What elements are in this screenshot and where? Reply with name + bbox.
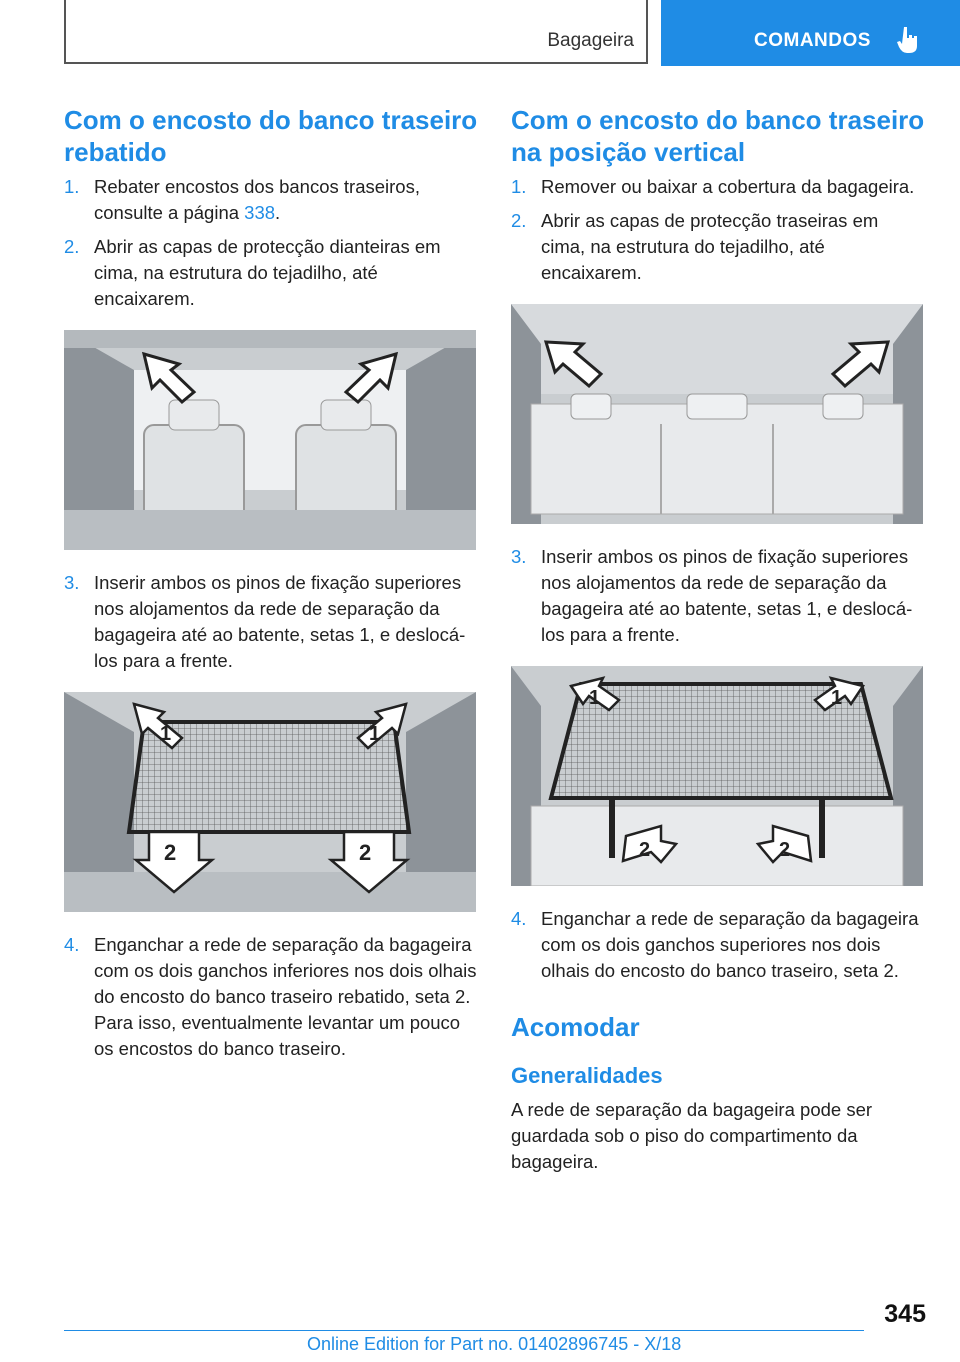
step-number: 2. — [64, 236, 80, 257]
left-step-3 — [64, 570, 480, 674]
paragraph-generalidades: A rede de separação da bagageira pode ser guardada sob o piso do compartimento da bagageira. — [511, 1099, 873, 1172]
right-step-2 — [511, 208, 927, 286]
arrow-label-2b: 2 — [359, 840, 372, 865]
left-section-title: Com o encosto do banco traseiro rebatido — [64, 105, 478, 167]
figure-insert-net-upright — [511, 666, 923, 886]
figure-open-rear-covers — [511, 304, 923, 524]
header-tab-label: COMANDOS — [754, 30, 871, 51]
left-step-1 — [64, 174, 480, 226]
pointing-hand-icon — [897, 26, 919, 54]
left-step-2 — [64, 234, 480, 312]
right-step-1 — [511, 174, 927, 200]
heading-generalidades: Generalidades — [511, 1063, 663, 1088]
step-number: 4. — [511, 908, 527, 929]
step-text: Abrir as capas de protecção traseiras em cima, na estrutura do tejadilho, até encaixarem. — [541, 210, 879, 283]
step-text: Enganchar a rede de separação da bagageira com os dois ganchos superiores nos dois olhais do encosto do banco traseiro, seta 2. — [541, 908, 919, 981]
step-text: Inserir ambos os pinos de fixação superiores nos alojamentos da rede de separação da bagageira até ao batente, setas 1, e deslocá-los para a frente. — [541, 546, 913, 645]
left-column — [64, 104, 480, 1070]
step-number: 4. — [64, 934, 80, 955]
step-text-end: . — [275, 202, 281, 223]
arrow-label-1: 1 — [160, 723, 172, 745]
page-link[interactable]: 338 — [244, 202, 276, 223]
step-number: 3. — [511, 546, 527, 567]
arrow-label-1b: 1 — [369, 723, 381, 745]
arrow-label-1: 1 — [589, 687, 601, 709]
step-text: Rebater encostos dos bancos traseiros, consulte a página — [94, 176, 420, 223]
heading-acomodar: Acomodar — [511, 1012, 640, 1042]
header-section-title: Bagageira — [547, 30, 634, 51]
right-column — [511, 104, 927, 1175]
step-text: Enganchar a rede de separação da bagageira com os dois ganchos inferiores nos dois olhais do encosto do banco traseiro rebatido, seta 2. Para isso, eventualmente levantar um pouco os encostos do banco traseiro. — [94, 934, 477, 1059]
arrow-label-1b: 1 — [831, 687, 843, 709]
arrow-label-2b: 2 — [779, 839, 791, 861]
step-number: 2. — [511, 210, 527, 231]
header-tab-comandos[interactable] — [661, 0, 960, 66]
page-number: 345 — [884, 1300, 926, 1328]
arrow-label-2: 2 — [639, 839, 651, 861]
step-text: Remover ou baixar a cobertura da bagageira. — [541, 176, 915, 197]
left-step-4 — [64, 932, 480, 1062]
figure-insert-net-folded — [64, 692, 476, 912]
footer-edition: Online Edition for Part no. 01402896745 - X/18 — [307, 1334, 682, 1354]
step-number: 1. — [511, 176, 527, 197]
right-step-3 — [511, 544, 927, 648]
right-step-4 — [511, 906, 927, 984]
step-number: 1. — [64, 176, 80, 197]
footer-divider — [64, 1330, 864, 1331]
step-text: Abrir as capas de protecção dianteiras em cima, na estrutura do tejadilho, até encaixarem. — [94, 236, 441, 309]
arrow-label-2: 2 — [164, 840, 177, 865]
figure-open-front-covers — [64, 330, 476, 550]
right-section-title: Com o encosto do banco traseiro na posição vertical — [511, 105, 925, 167]
step-number: 3. — [64, 572, 80, 593]
step-text: Inserir ambos os pinos de fixação superiores nos alojamentos da rede de separação da bagageira até ao batente, setas 1, e deslocá-los para a frente. — [94, 572, 466, 671]
